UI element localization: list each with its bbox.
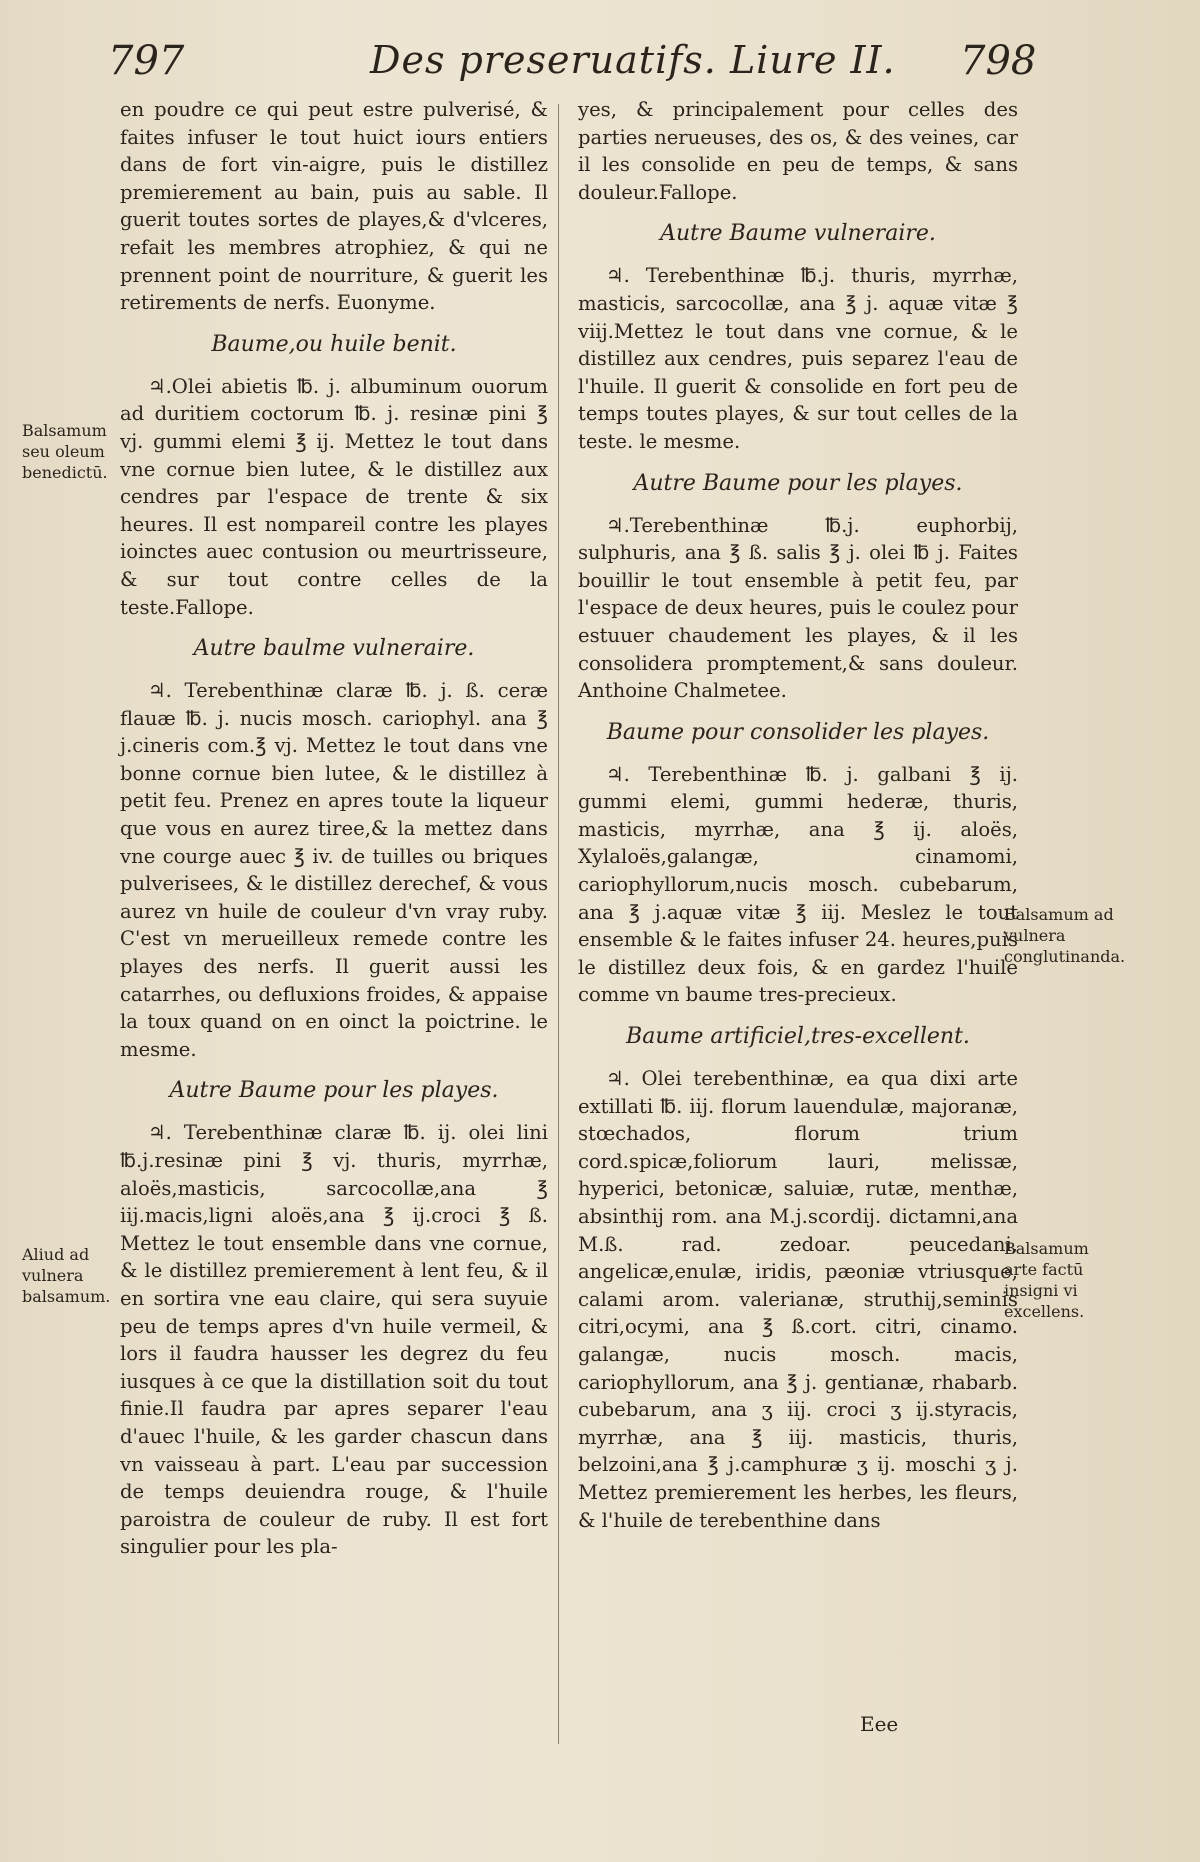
page-number-right: 798	[960, 38, 1037, 84]
section-heading: Autre Baume pour les playes.	[169, 1078, 499, 1104]
margin-note-left: Balsamum seu oleum benedictū.	[22, 421, 108, 482]
recipe-paragraph: ♃. Terebenthinæ claræ ℔. j. ß. ceræ flauæ ℔. j. nucis mosch. cariophyl. ana ℥ j.cineris com.℥ vj. Mettez le tout dans vne bonne cornue bien lutee, & le distillez à petit feu. Prenez en apres toute la liqueur que vous en aurez tiree,& la mettez dans vne courge auec ℥ iv. de tuilles ou briques pulverisees, & le distillez derechef, & vous aurez vn huile de couleur d'vn vray ruby. C'est vn merueilleux remede contre les playes des nerfs. Il guerit aussi les catarrhes, ou defluxions froides, & appaise la toux quand on en oinct la poictrine. le mesme.	[120, 679, 548, 1061]
left-column	[120, 96, 548, 1569]
recipe-paragraph: ♃.Terebenthinæ ℔.j. euphorbij, sulphuris, ana ℥ ß. salis ℥ j. olei ℔ j. Faites bouillir le tout ensemble à petit feu, par l'espace de deux heures, puis le coulez pour estuuer chaudement les playes, & il les consolidera promptement,& sans douleur. Anthoine Chalmetee.	[578, 513, 1018, 703]
recipe-paragraph: ♃.Olei abietis ℔. j. albuminum ouorum ad duritiem coctorum ℔. j. resinæ pini ℥ vj. gummi elemi ℥ ij. Mettez le tout dans vne cornue bien lutee, & le distillez aux cendres par l'espace de trente & six heures. Il est nompareil contre les playes ioinctes auec contusion ou meurtrisseure, & sur tout contre celles de la teste.Fallope.	[120, 374, 548, 619]
right-column	[578, 96, 1018, 1542]
section-heading: Autre Baume pour les playes.	[633, 470, 963, 496]
section-heading: Baume artificiel,tres-excellent.	[626, 1024, 970, 1050]
section-heading: Baume pour consolider les playes.	[606, 719, 990, 745]
recipe-paragraph: ♃. Terebenthinæ claræ ℔. ij. olei lini ℔.j.resinæ pini ℥ vj. thuris, myrrhæ, aloës,masticis, sarcocollæ,ana ℥ iij.macis,ligni aloës,ana ℥ ij.croci ℥ ß. Mettez le tout ensemble dans vne cornue, & le distillez premierement à lent feu, & il en sortira vne eau claire, qui sera suyuie peu de temps apres d'vn huile vermeil, & lors il faudra hausser les degrez du feu iusques à ce que la distillation soit du tout finie.Il faudra par apres separer l'eau d'auec l'huile, & les garder chascun dans vn vaisseau à part. L'eau par succession de temps deuiendra rouge, & l'huile paroistra de couleur de ruby. Il est fort singulier pour les pla-	[120, 1121, 548, 1559]
paragraph: en poudre ce qui peut estre pulverisé, & faites infuser le tout huict iours entiers dans de fort vin-aigre, puis le distillez premierement au bain, puis au sable. Il guerit toutes sortes de playes,& d'vlceres, refait les membres atrophiez, & qui ne prennent point de nourriture, & guerit les retirements de nerfs. Euonyme.	[120, 98, 548, 315]
section-heading: Autre Baume vulneraire.	[660, 221, 936, 247]
running-head	[0, 38, 1200, 98]
running-title: Des preseruatifs. Liure II.	[370, 38, 896, 82]
page-number-left: 797	[108, 38, 185, 84]
paragraph: yes, & principalement pour celles des parties nerueuses, des os, & des veines, car il les consolide en peu de temps, & sans douleur.Fallope.	[578, 98, 1018, 204]
section-heading: Autre baulme vulneraire.	[193, 636, 475, 662]
signature-mark: Eee	[860, 1712, 899, 1736]
column-divider	[558, 104, 559, 1744]
margin-note-left: Aliud ad vulnera balsamum.	[22, 1245, 111, 1306]
section-heading: Baume,ou huile benit.	[211, 331, 457, 357]
recipe-paragraph: ♃. Terebenthinæ ℔. j. galbani ℥ ij. gummi elemi, gummi hederæ, thuris, masticis, myrrhæ, ana ℥ ij. aloës, Xylaloës,galangæ, cinamomi, cariophyllorum,nucis mosch. cubebarum, ana ℥ j.aquæ vitæ ℥ iij. Meslez le tout ensemble & le faites infuser 24. heures,puis le distillez deux fois, & en gardez l'huile comme vn baume tres-precieux.	[578, 762, 1018, 1007]
recipe-paragraph: ♃. Olei terebenthinæ, ea qua dixi arte extillati ℔. iij. florum lauendulæ, majoranæ, stœchados, florum trium cord.spicæ,foliorum lauri, melissæ, hyperici, betonicæ, saluiæ, rutæ, menthæ, absinthij rom. ana M.j.scordij. dictamni,ana M.ß. rad. zedoar. peucedani, angelicæ,enulæ, iridis, pæoniæ vtriusque, calami arom. valerianæ, struthij,seminis citri,ocymi, ana ℥ ß.cort. citri, cinamo. galangæ, nucis mosch. macis, cariophyllorum, ana ℥ j. gentianæ, rhabarb. cubebarum, ana ʒ iij. croci ʒ ij.styracis, myrrhæ, ana ℥ iij. masticis, thuris, belzoini,ana ℥ j.camphuræ ʒ ij. moschi ʒ j. Mettez premierement les herbes, les fleurs, & l'huile de terebenthine dans	[578, 1067, 1018, 1532]
margin-note-right: Balsamum ad vulnera conglutinanda.	[1004, 905, 1126, 966]
margin-note-right: Balsamum arte factū insigni vi excellens.	[1004, 1239, 1089, 1321]
recipe-paragraph: ♃. Terebenthinæ ℔.j. thuris, myrrhæ, masticis, sarcocollæ, ana ℥ j. aquæ vitæ ℥ viij.Mettez le tout dans vne cornue, & le distillez aux cendres, puis separez l'eau de l'huile. Il guerit & consolide en fort peu de temps toutes playes, & sur tout celles de la teste. le mesme.	[578, 264, 1018, 453]
